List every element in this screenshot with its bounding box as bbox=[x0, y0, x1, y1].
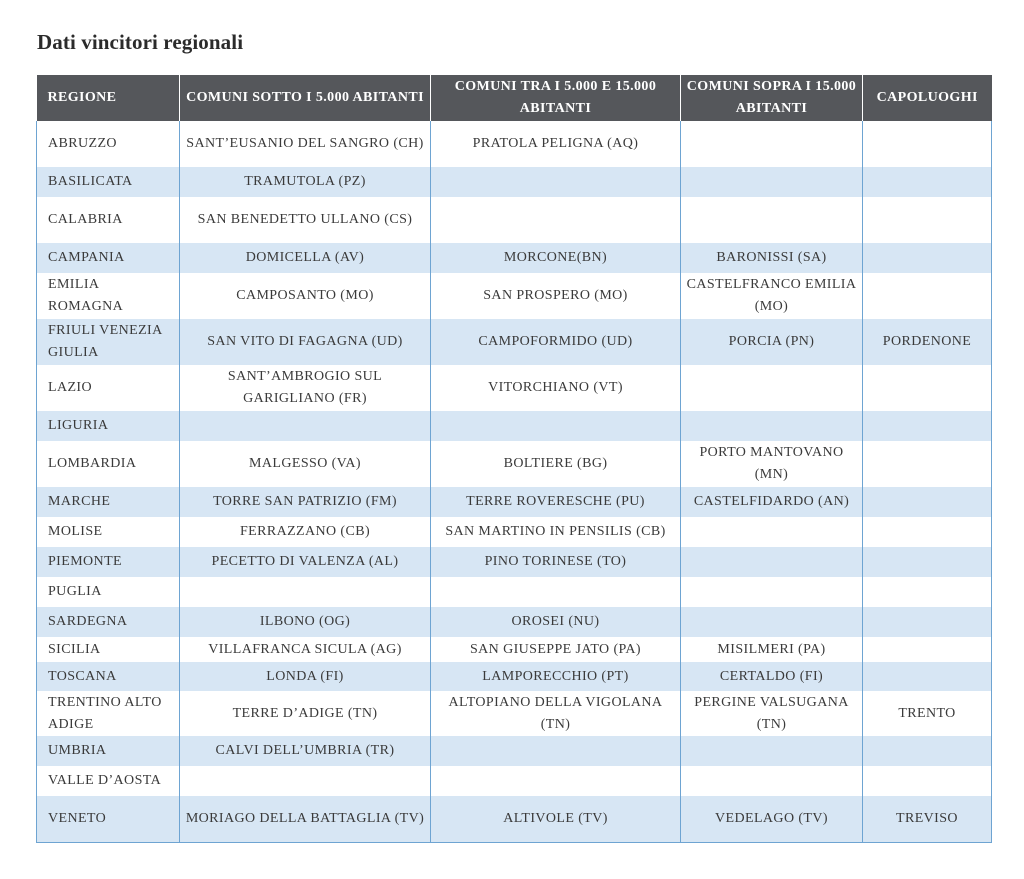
cell-5000-15000: ALTOPIANO DELLA VIGOLANA (TN) bbox=[431, 691, 681, 736]
cell-capoluogo bbox=[863, 273, 992, 319]
cell-capoluogo bbox=[863, 121, 992, 167]
cell-capoluogo bbox=[863, 243, 992, 273]
cell-over-15000: CASTELFIDARDO (AN) bbox=[681, 487, 863, 517]
cell-capoluogo bbox=[863, 607, 992, 637]
cell-5000-15000 bbox=[431, 577, 681, 607]
cell-over-15000 bbox=[681, 607, 863, 637]
cell-over-15000 bbox=[681, 517, 863, 547]
cell-under-5000 bbox=[180, 577, 431, 607]
cell-region: VALLE D’AOSTA bbox=[37, 766, 180, 796]
table-row bbox=[37, 441, 992, 487]
cell-region: SICILIA bbox=[37, 637, 180, 662]
cell-5000-15000 bbox=[431, 167, 681, 197]
column-header-5000-15000: COMUNI TRA I 5.000 E 15.000 ABITANTI bbox=[431, 75, 681, 121]
cell-region: TRENTINO ALTO ADIGE bbox=[37, 691, 180, 736]
cell-capoluogo bbox=[863, 197, 992, 243]
cell-region: ABRUZZO bbox=[37, 121, 180, 167]
cell-5000-15000: MORCONE(BN) bbox=[431, 243, 681, 273]
cell-5000-15000: VITORCHIANO (VT) bbox=[431, 365, 681, 411]
table-row bbox=[37, 577, 992, 607]
cell-under-5000: MALGESSO (VA) bbox=[180, 441, 431, 487]
table-row bbox=[37, 197, 992, 243]
cell-over-15000 bbox=[681, 365, 863, 411]
cell-under-5000: SAN VITO DI FAGAGNA (UD) bbox=[180, 319, 431, 365]
cell-under-5000: CAMPOSANTO (MO) bbox=[180, 273, 431, 319]
table-body bbox=[37, 121, 992, 842]
cell-under-5000 bbox=[180, 766, 431, 796]
table-row bbox=[37, 637, 992, 662]
cell-5000-15000: TERRE ROVERESCHE (PU) bbox=[431, 487, 681, 517]
cell-under-5000: CALVI DELL’UMBRIA (TR) bbox=[180, 736, 431, 766]
cell-under-5000: MORIAGO DELLA BATTAGLIA (TV) bbox=[180, 796, 431, 842]
table-row bbox=[37, 662, 992, 691]
cell-capoluogo bbox=[863, 167, 992, 197]
cell-over-15000 bbox=[681, 121, 863, 167]
table-row bbox=[37, 691, 992, 736]
cell-capoluogo bbox=[863, 365, 992, 411]
cell-region: VENETO bbox=[37, 796, 180, 842]
cell-over-15000: BARONISSI (SA) bbox=[681, 243, 863, 273]
cell-capoluogo: PORDENONE bbox=[863, 319, 992, 365]
cell-under-5000: LONDA (FI) bbox=[180, 662, 431, 691]
table-row bbox=[37, 547, 992, 577]
cell-region: MOLISE bbox=[37, 517, 180, 547]
column-header-over-15000: COMUNI SOPRA I 15.000 ABITANTI bbox=[681, 75, 863, 121]
table-row bbox=[37, 167, 992, 197]
column-header-capoluoghi: CAPOLUOGHI bbox=[863, 75, 992, 121]
cell-under-5000: SANT’EUSANIO DEL SANGRO (CH) bbox=[180, 121, 431, 167]
table-row bbox=[37, 319, 992, 365]
table-row bbox=[37, 365, 992, 411]
table-header-row bbox=[37, 75, 992, 121]
cell-region: PUGLIA bbox=[37, 577, 180, 607]
cell-over-15000 bbox=[681, 766, 863, 796]
cell-region: UMBRIA bbox=[37, 736, 180, 766]
cell-under-5000: SANT’AMBROGIO SUL GARIGLIANO (FR) bbox=[180, 365, 431, 411]
cell-5000-15000: PINO TORINESE (TO) bbox=[431, 547, 681, 577]
cell-5000-15000: SAN MARTINO IN PENSILIS (CB) bbox=[431, 517, 681, 547]
cell-over-15000: PORTO MANTOVANO (MN) bbox=[681, 441, 863, 487]
cell-region: LIGURIA bbox=[37, 411, 180, 441]
column-header-regione: REGIONE bbox=[37, 75, 180, 121]
cell-over-15000: MISILMERI (PA) bbox=[681, 637, 863, 662]
cell-capoluogo bbox=[863, 637, 992, 662]
cell-under-5000: FERRAZZANO (CB) bbox=[180, 517, 431, 547]
cell-over-15000: CASTELFRANCO EMILIA (MO) bbox=[681, 273, 863, 319]
cell-5000-15000 bbox=[431, 411, 681, 441]
table-row bbox=[37, 487, 992, 517]
cell-capoluogo bbox=[863, 662, 992, 691]
cell-region: MARCHE bbox=[37, 487, 180, 517]
table-row bbox=[37, 736, 992, 766]
cell-region: LOMBARDIA bbox=[37, 441, 180, 487]
page-title: Dati vincitori regionali bbox=[37, 30, 244, 54]
cell-capoluogo bbox=[863, 441, 992, 487]
cell-5000-15000: OROSEI (NU) bbox=[431, 607, 681, 637]
cell-5000-15000 bbox=[431, 766, 681, 796]
cell-over-15000: PORCIA (PN) bbox=[681, 319, 863, 365]
table-row bbox=[37, 273, 992, 319]
cell-under-5000: DOMICELLA (AV) bbox=[180, 243, 431, 273]
cell-under-5000 bbox=[180, 411, 431, 441]
cell-region: CAMPANIA bbox=[37, 243, 180, 273]
cell-over-15000 bbox=[681, 411, 863, 441]
cell-capoluogo bbox=[863, 736, 992, 766]
table-row bbox=[37, 243, 992, 273]
table-row bbox=[37, 517, 992, 547]
cell-capoluogo: TREVISO bbox=[863, 796, 992, 842]
cell-5000-15000: LAMPORECCHIO (PT) bbox=[431, 662, 681, 691]
cell-over-15000: CERTALDO (FI) bbox=[681, 662, 863, 691]
cell-capoluogo bbox=[863, 411, 992, 441]
cell-region: EMILIA ROMAGNA bbox=[37, 273, 180, 319]
cell-capoluogo bbox=[863, 577, 992, 607]
cell-under-5000: TRAMUTOLA (PZ) bbox=[180, 167, 431, 197]
cell-capoluogo bbox=[863, 517, 992, 547]
cell-region: LAZIO bbox=[37, 365, 180, 411]
table-row bbox=[37, 607, 992, 637]
winners-table bbox=[36, 75, 992, 843]
cell-under-5000: VILLAFRANCA SICULA (AG) bbox=[180, 637, 431, 662]
cell-region: PIEMONTE bbox=[37, 547, 180, 577]
cell-5000-15000: SAN GIUSEPPE JATO (PA) bbox=[431, 637, 681, 662]
table-row bbox=[37, 121, 992, 167]
cell-5000-15000: BOLTIERE (BG) bbox=[431, 441, 681, 487]
cell-over-15000 bbox=[681, 577, 863, 607]
cell-under-5000: SAN BENEDETTO ULLANO (CS) bbox=[180, 197, 431, 243]
cell-5000-15000: PRATOLA PELIGNA (AQ) bbox=[431, 121, 681, 167]
cell-under-5000: ILBONO (OG) bbox=[180, 607, 431, 637]
cell-region: BASILICATA bbox=[37, 167, 180, 197]
cell-capoluogo bbox=[863, 487, 992, 517]
cell-region: FRIULI VENEZIA GIULIA bbox=[37, 319, 180, 365]
cell-capoluogo: TRENTO bbox=[863, 691, 992, 736]
cell-over-15000 bbox=[681, 736, 863, 766]
cell-region: SARDEGNA bbox=[37, 607, 180, 637]
cell-over-15000 bbox=[681, 197, 863, 243]
table-row bbox=[37, 411, 992, 441]
cell-over-15000 bbox=[681, 167, 863, 197]
table-row bbox=[37, 796, 992, 842]
cell-5000-15000: SAN PROSPERO (MO) bbox=[431, 273, 681, 319]
cell-over-15000 bbox=[681, 547, 863, 577]
cell-5000-15000 bbox=[431, 197, 681, 243]
cell-over-15000: VEDELAGO (TV) bbox=[681, 796, 863, 842]
cell-under-5000: PECETTO DI VALENZA (AL) bbox=[180, 547, 431, 577]
cell-region: CALABRIA bbox=[37, 197, 180, 243]
cell-under-5000: TORRE SAN PATRIZIO (FM) bbox=[180, 487, 431, 517]
cell-capoluogo bbox=[863, 766, 992, 796]
cell-5000-15000: CAMPOFORMIDO (UD) bbox=[431, 319, 681, 365]
cell-capoluogo bbox=[863, 547, 992, 577]
cell-5000-15000: ALTIVOLE (TV) bbox=[431, 796, 681, 842]
table-row bbox=[37, 766, 992, 796]
cell-5000-15000 bbox=[431, 736, 681, 766]
cell-under-5000: TERRE D’ADIGE (TN) bbox=[180, 691, 431, 736]
column-header-under-5000: COMUNI SOTTO I 5.000 ABITANTI bbox=[180, 75, 431, 121]
cell-over-15000: PERGINE VALSUGANA (TN) bbox=[681, 691, 863, 736]
cell-region: TOSCANA bbox=[37, 662, 180, 691]
